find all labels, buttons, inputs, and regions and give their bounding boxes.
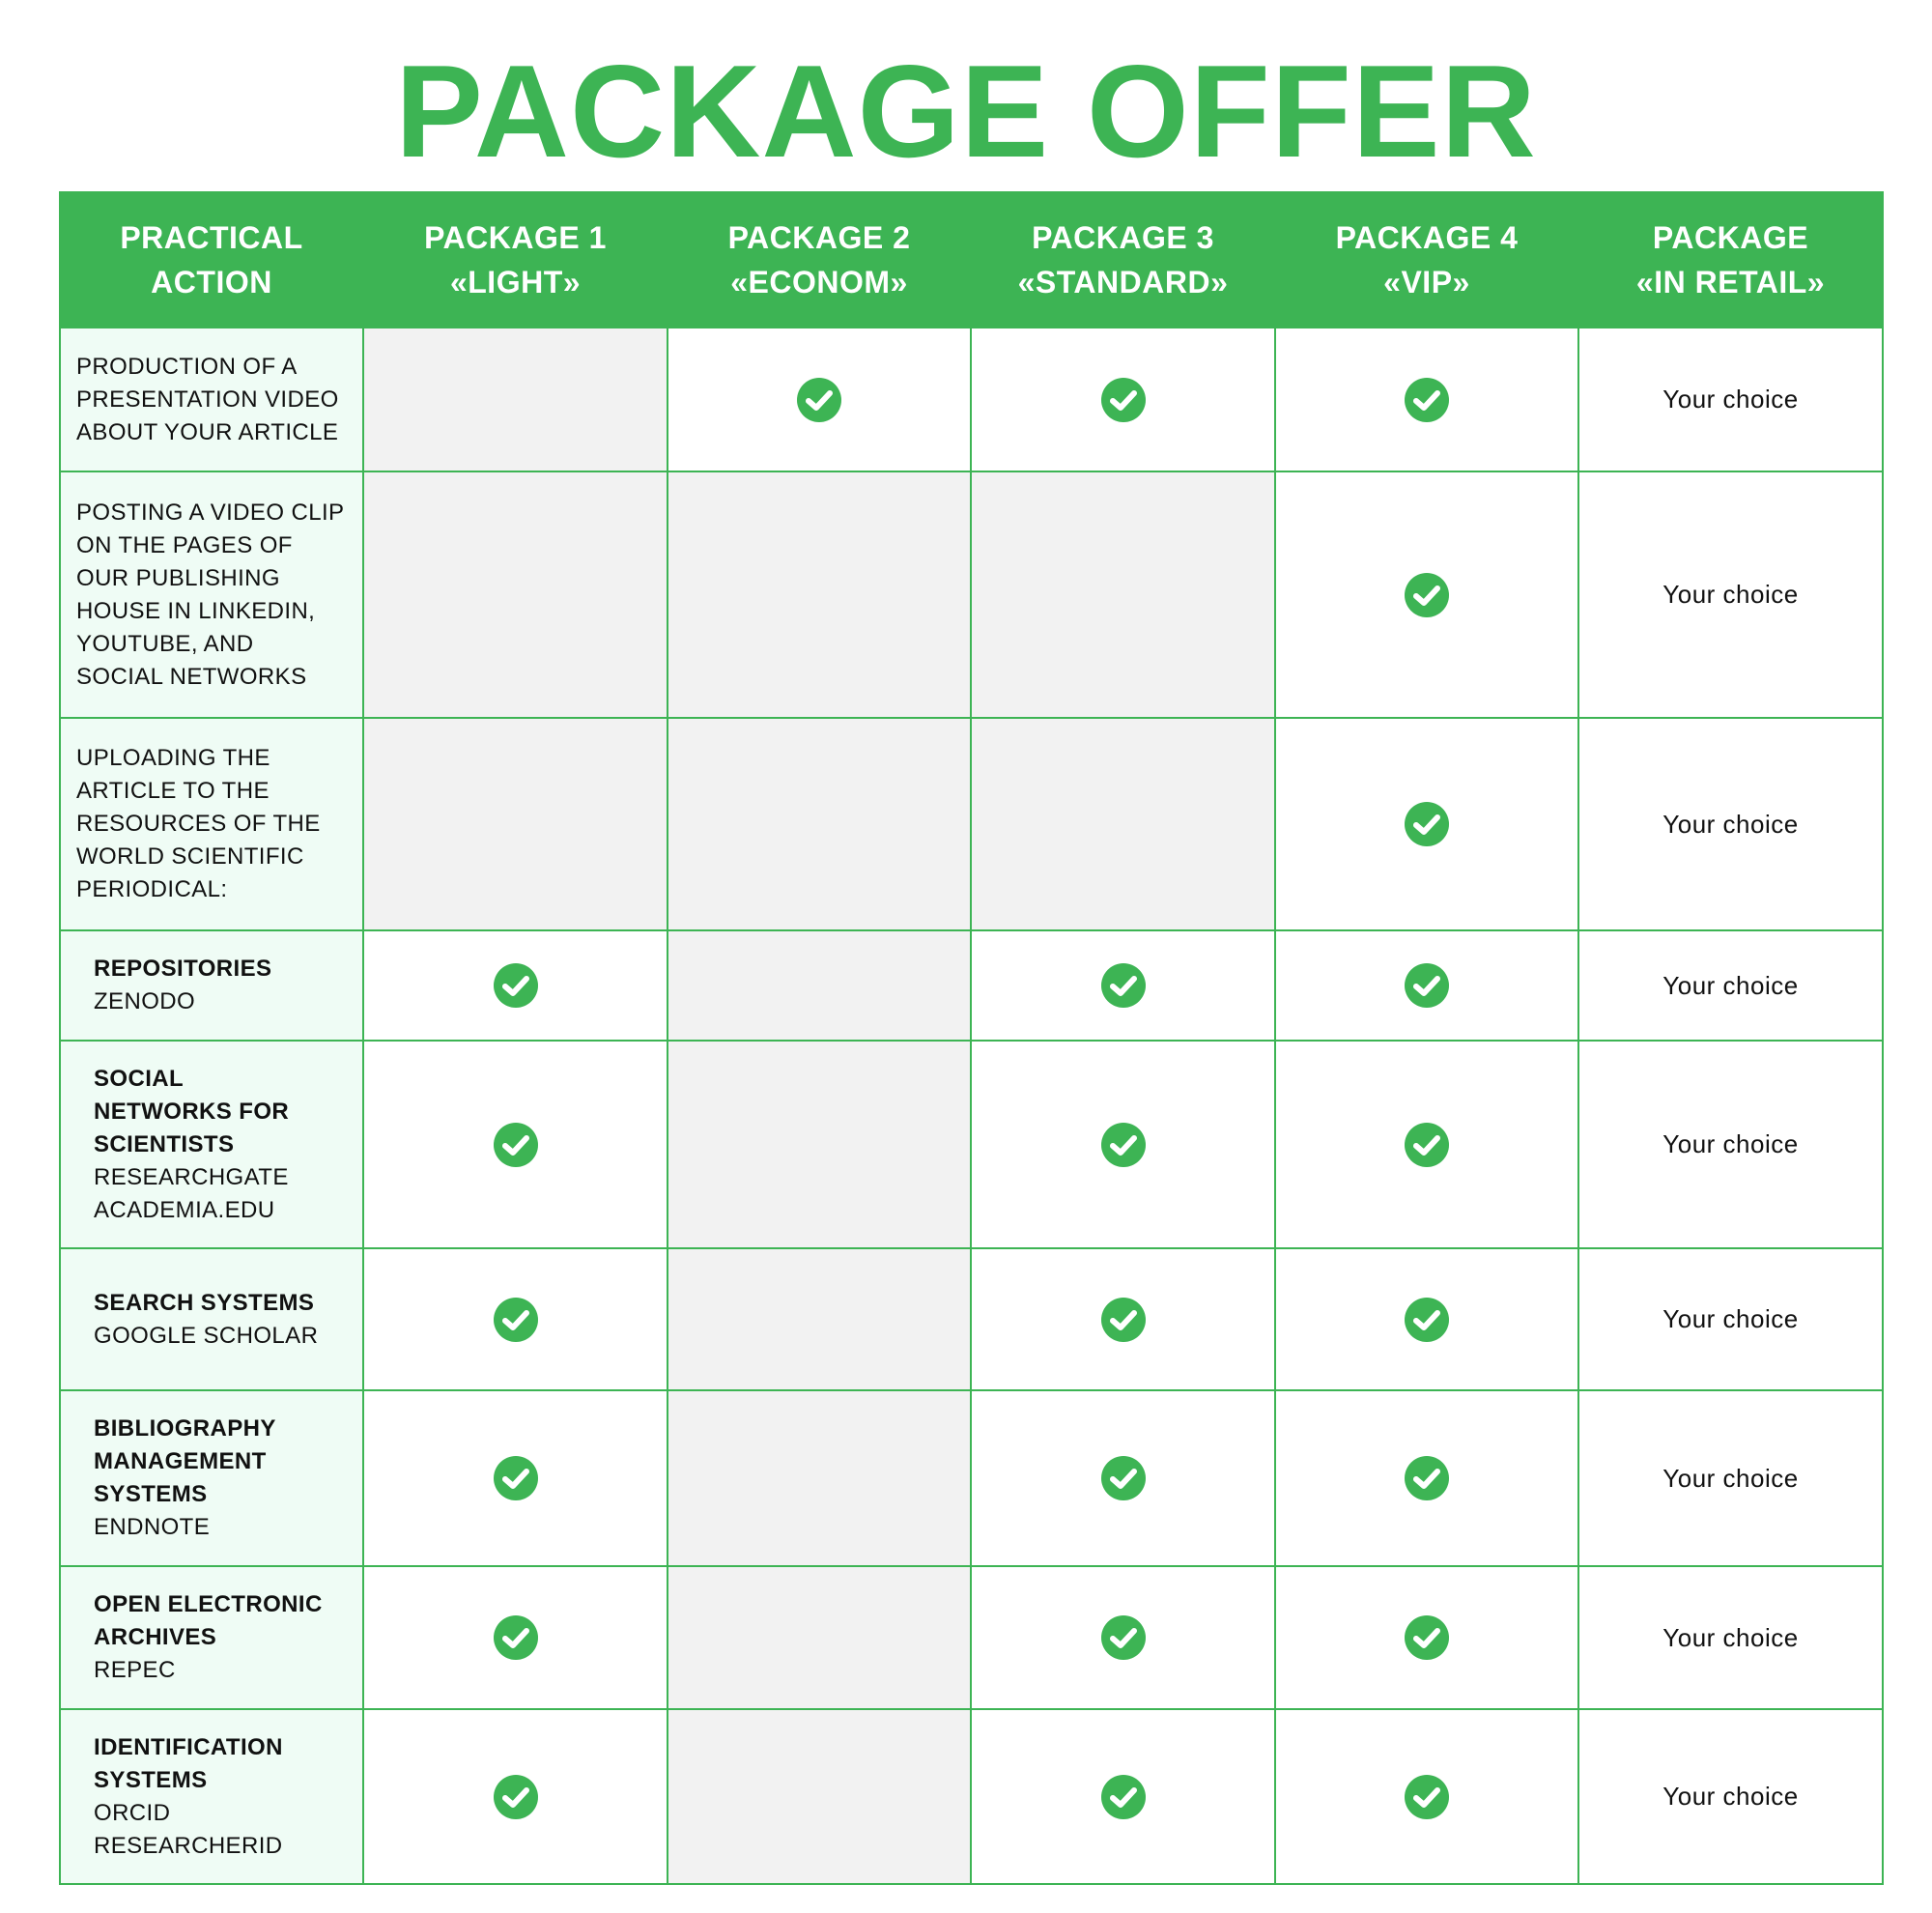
not-included-cell <box>668 1041 971 1248</box>
action-text: ZENODO <box>94 988 196 1014</box>
action-text: UPLOADING THE <box>76 745 270 771</box>
column-header-line: PRACTICAL <box>120 220 303 255</box>
included-cell <box>363 1566 668 1709</box>
action-text: WORLD SCIENTIFIC <box>76 843 304 870</box>
included-cell <box>1275 471 1578 718</box>
check-circle-icon <box>1100 1614 1147 1661</box>
action-text: RESEARCHERID <box>94 1832 283 1859</box>
included-cell <box>1275 1248 1578 1390</box>
included-cell <box>363 1248 668 1390</box>
column-header-line: PACKAGE <box>1652 220 1809 255</box>
check-circle-icon <box>1404 1614 1450 1661</box>
check-circle-icon <box>493 1297 539 1343</box>
not-included-cell <box>363 328 668 471</box>
retail-cell <box>1578 1041 1883 1248</box>
practical-action-cell <box>60 471 363 718</box>
action-heading: BIBLIOGRAPHY <box>94 1415 276 1442</box>
check-circle-icon <box>796 377 842 423</box>
your-choice-text: Your choice <box>1662 1463 1799 1493</box>
not-included-cell <box>971 471 1275 718</box>
action-text: ENDNOTE <box>94 1514 211 1540</box>
not-included-cell <box>363 718 668 930</box>
included-cell <box>668 328 971 471</box>
column-header <box>1578 192 1883 328</box>
action-text: ACADEMIA.EDU <box>94 1196 275 1223</box>
not-included-cell <box>668 1709 971 1884</box>
retail-cell <box>1578 328 1883 471</box>
action-text: HOUSE IN LINKEDIN, <box>76 597 316 624</box>
package-offer-table <box>59 191 1884 1885</box>
check-circle-icon <box>493 962 539 1009</box>
not-included-cell <box>668 1390 971 1566</box>
table-row <box>60 328 1883 471</box>
table-row <box>60 1566 1883 1709</box>
practical-action-cell <box>60 1566 363 1709</box>
action-text: RESEARCHGATE <box>94 1163 289 1190</box>
check-circle-icon <box>1100 962 1147 1009</box>
table-row <box>60 1248 1883 1390</box>
not-included-cell <box>363 471 668 718</box>
page-title: PACKAGE OFFER <box>395 38 1537 185</box>
retail-cell <box>1578 930 1883 1041</box>
column-header-line: PACKAGE 1 <box>424 220 607 255</box>
included-cell <box>1275 1709 1578 1884</box>
check-circle-icon <box>1404 572 1450 618</box>
included-cell <box>363 930 668 1041</box>
action-heading: SYSTEMS <box>94 1766 208 1793</box>
action-heading: MANAGEMENT <box>94 1448 267 1474</box>
included-cell <box>1275 1566 1578 1709</box>
your-choice-text: Your choice <box>1662 1782 1799 1811</box>
included-cell <box>1275 1041 1578 1248</box>
action-text: ARTICLE TO THE <box>76 778 270 804</box>
table-row <box>60 718 1883 930</box>
not-included-cell <box>971 718 1275 930</box>
check-circle-icon <box>1404 1455 1450 1501</box>
action-text: ORCID <box>94 1799 171 1826</box>
your-choice-text: Your choice <box>1662 809 1799 839</box>
action-text: YOUTUBE, AND <box>76 630 254 657</box>
check-circle-icon <box>1100 377 1147 423</box>
not-included-cell <box>668 471 971 718</box>
table-row <box>60 1390 1883 1566</box>
check-circle-icon <box>1404 1297 1450 1343</box>
check-circle-icon <box>493 1774 539 1820</box>
column-header-line: ACTION <box>151 265 272 300</box>
included-cell <box>971 1248 1275 1390</box>
practical-action-cell <box>60 1709 363 1884</box>
table-row <box>60 1041 1883 1248</box>
action-text: ABOUT YOUR ARTICLE <box>76 418 339 445</box>
not-included-cell <box>668 930 971 1041</box>
table-row <box>60 930 1883 1041</box>
retail-cell <box>1578 718 1883 930</box>
not-included-cell <box>668 718 971 930</box>
check-circle-icon <box>1100 1455 1147 1501</box>
practical-action-cell <box>60 718 363 930</box>
included-cell <box>971 1390 1275 1566</box>
included-cell <box>363 1390 668 1566</box>
check-circle-icon <box>493 1122 539 1168</box>
column-header-line: «VIP» <box>1383 265 1470 300</box>
column-header <box>668 192 971 328</box>
column-header <box>971 192 1275 328</box>
included-cell <box>1275 718 1578 930</box>
column-header-line: «STANDARD» <box>1017 265 1229 300</box>
check-circle-icon <box>1404 801 1450 847</box>
included-cell <box>1275 328 1578 471</box>
included-cell <box>363 1041 668 1248</box>
action-heading: SEARCH SYSTEMS <box>94 1289 315 1316</box>
column-header <box>1275 192 1578 328</box>
included-cell <box>971 1041 1275 1248</box>
action-text: PRESENTATION VIDEO <box>76 385 339 413</box>
practical-action-cell <box>60 930 363 1041</box>
column-header <box>60 192 363 328</box>
header-row <box>60 192 1883 328</box>
action-heading: SCIENTISTS <box>94 1130 235 1157</box>
action-text: PRODUCTION OF A <box>76 353 298 380</box>
retail-cell <box>1578 471 1883 718</box>
check-circle-icon <box>493 1614 539 1661</box>
column-header-line: «LIGHT» <box>449 265 582 300</box>
check-circle-icon <box>1404 1774 1450 1820</box>
table-row <box>60 1709 1883 1884</box>
check-circle-icon <box>1100 1297 1147 1343</box>
action-heading: REPOSITORIES <box>94 956 272 982</box>
retail-cell <box>1578 1709 1883 1884</box>
practical-action-cell <box>60 1041 363 1248</box>
not-included-cell <box>668 1248 971 1390</box>
retail-cell <box>1578 1248 1883 1390</box>
action-text: POSTING A VIDEO CLIP <box>76 499 345 526</box>
retail-cell <box>1578 1566 1883 1709</box>
action-text: OUR PUBLISHING <box>76 564 280 591</box>
table-header <box>60 192 1883 328</box>
action-text: REPEC <box>94 1657 176 1683</box>
your-choice-text: Your choice <box>1662 1304 1799 1333</box>
included-cell <box>971 1566 1275 1709</box>
your-choice-text: Your choice <box>1662 580 1799 609</box>
included-cell <box>971 930 1275 1041</box>
action-text: SOCIAL NETWORKS <box>76 663 307 690</box>
included-cell <box>363 1709 668 1884</box>
table-row <box>60 471 1883 718</box>
column-header-line: «IN RETAIL» <box>1635 265 1826 300</box>
action-heading: NETWORKS FOR <box>94 1098 290 1125</box>
your-choice-text: Your choice <box>1662 1622 1799 1652</box>
column-header-line: «ECONOM» <box>730 265 908 300</box>
action-heading: SYSTEMS <box>94 1481 208 1507</box>
not-included-cell <box>668 1566 971 1709</box>
action-heading: OPEN ELECTRONIC <box>94 1591 323 1617</box>
action-text: PERIODICAL: <box>76 876 228 902</box>
action-text: GOOGLE SCHOLAR <box>94 1322 319 1349</box>
table-body <box>60 328 1883 1884</box>
column-header-line: PACKAGE 4 <box>1335 220 1519 255</box>
included-cell <box>1275 1390 1578 1566</box>
your-choice-text: Your choice <box>1662 1129 1799 1158</box>
action-text: RESOURCES OF THE <box>76 811 321 837</box>
check-circle-icon <box>1404 1122 1450 1168</box>
action-heading: ARCHIVES <box>94 1624 217 1650</box>
your-choice-text: Your choice <box>1662 385 1799 414</box>
column-header <box>363 192 668 328</box>
practical-action-cell <box>60 1390 363 1566</box>
check-circle-icon <box>1100 1122 1147 1168</box>
your-choice-text: Your choice <box>1662 970 1799 1000</box>
column-header-line: PACKAGE 3 <box>1032 220 1214 255</box>
practical-action-cell <box>60 1248 363 1390</box>
check-circle-icon <box>1100 1774 1147 1820</box>
column-header-line: PACKAGE 2 <box>727 220 911 255</box>
check-circle-icon <box>1404 962 1450 1009</box>
check-circle-icon <box>493 1455 539 1501</box>
included-cell <box>1275 930 1578 1041</box>
included-cell <box>971 328 1275 471</box>
action-heading: SOCIAL <box>94 1065 185 1092</box>
action-text: ON THE PAGES OF <box>76 531 293 558</box>
action-heading: IDENTIFICATION <box>94 1733 283 1760</box>
check-circle-icon <box>1404 377 1450 423</box>
retail-cell <box>1578 1390 1883 1566</box>
included-cell <box>971 1709 1275 1884</box>
practical-action-cell <box>60 328 363 471</box>
